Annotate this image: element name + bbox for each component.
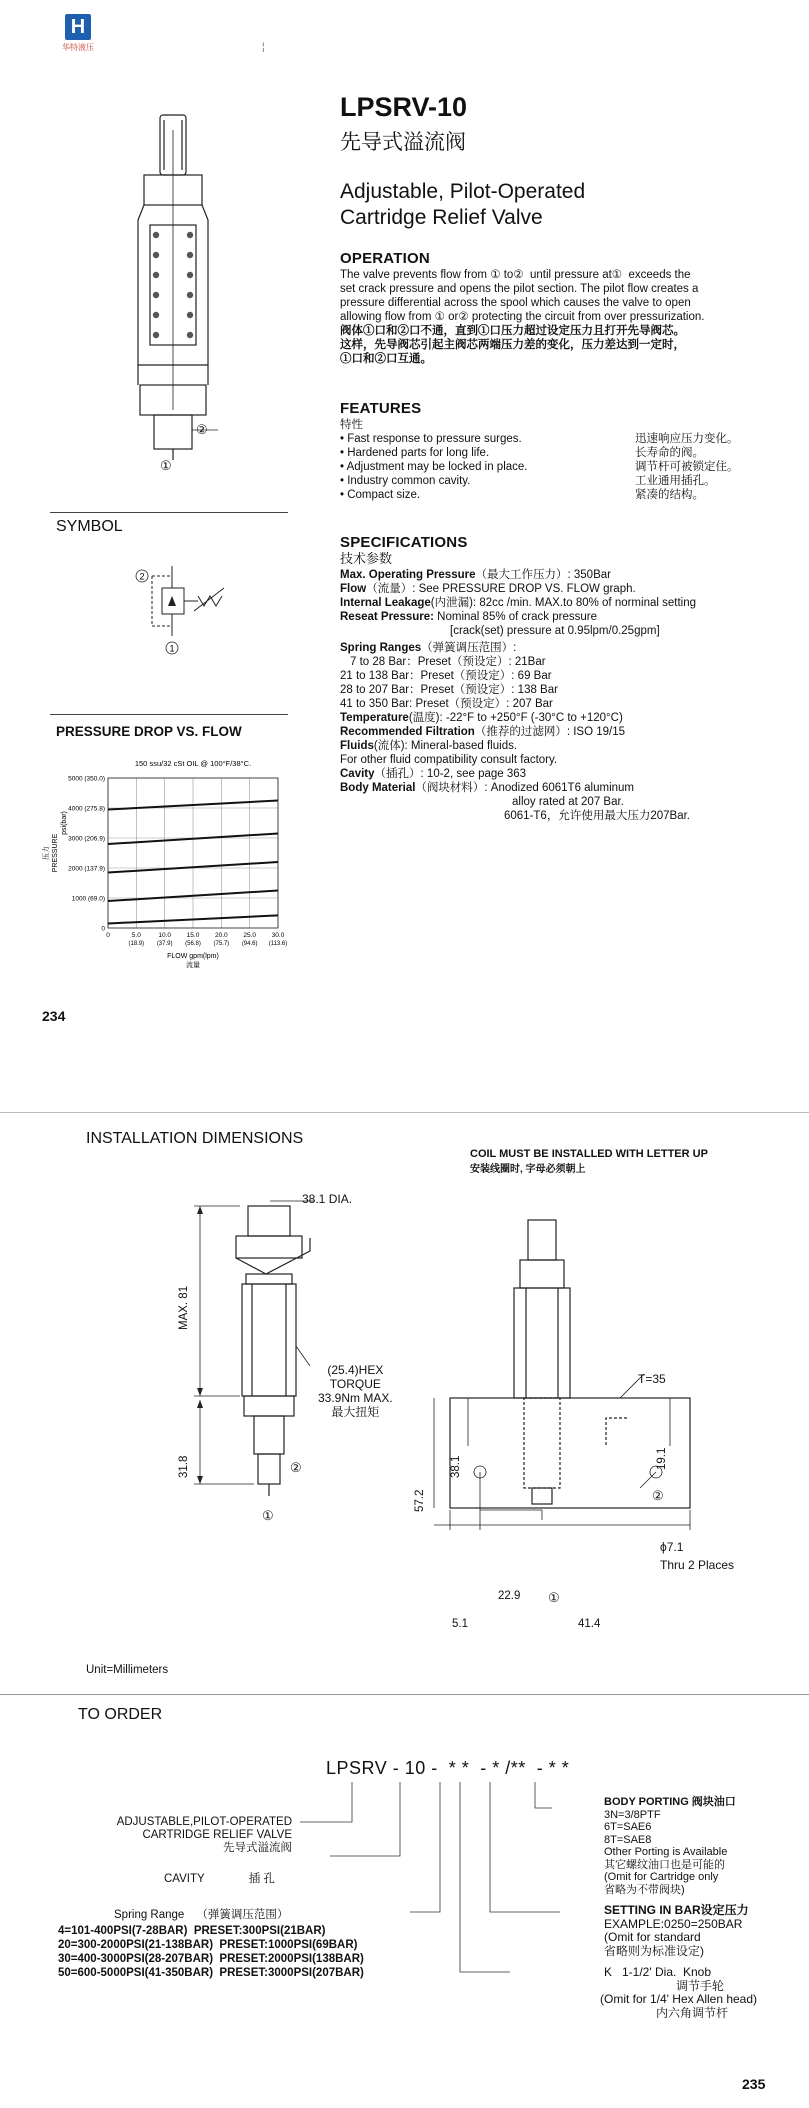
chart-ytick-label: 3000 (206.9) xyxy=(68,835,105,843)
feature-item: • Adjustment may be locked in place. 调节杆可被锁定住。 xyxy=(340,461,739,473)
chart-xtick-label: 5.0 xyxy=(131,932,141,939)
valve-port1-label: ① xyxy=(160,458,172,473)
specifications-heading: SPECIFICATIONS xyxy=(340,534,468,551)
chart-ylabel-units: psi(bar) xyxy=(61,811,68,835)
svg-text:1: 1 xyxy=(169,643,175,654)
feature-item: • Hardened parts for long life. 长寿命的阀。 xyxy=(340,447,704,459)
order-code: LPSRV - 10 - * * - * /** - * * xyxy=(326,1758,570,1778)
feature-item: • Fast response to pressure surges. 迅速响应压力变化。 xyxy=(340,433,739,445)
order-body-porting: BODY PORTING 阀块油口 3N=3/8PTF 6T=SAE6 8T=SAE8 Other Porting is Available 其它螺纹油口也是可能的 (Omit for Cartridge only 省略为不带阀块) xyxy=(604,1796,736,1896)
chart-xtick-label: 25.0 xyxy=(243,932,256,939)
order-setting: SETTING IN BAR设定压力 EXAMPLE:0250=250BAR (Omit for standard 省略则为标准设定) xyxy=(604,1903,749,1958)
dim-38-1: 38.1 xyxy=(450,1455,462,1478)
operation-text xyxy=(340,268,800,366)
chart-xtick-label-metric: (18.9) xyxy=(128,941,145,947)
units-note: Unit=Millimeters xyxy=(86,1664,169,1676)
chart-subtitle: 150 ssu/32 cSt OIL @ 100°F/38°C. xyxy=(134,759,252,768)
pressure-drop-chart xyxy=(38,750,298,990)
chart-xtick-label: 20.0 xyxy=(215,932,228,939)
header-mark: ¦ xyxy=(262,42,265,53)
hydraulic-symbol xyxy=(132,566,242,666)
dim-31-8: 31.8 xyxy=(178,1455,190,1478)
features-heading: FEATURES xyxy=(340,400,422,417)
features-list xyxy=(340,432,780,502)
operation-line: pressure differential across the spool which causes the valve to open xyxy=(340,297,691,309)
product-name-cn: 先导式溢流阀 xyxy=(340,131,466,154)
svg-text:2: 2 xyxy=(139,571,145,582)
chart-xtick-label: 10.0 xyxy=(158,932,171,939)
feature-item: • Industry common cavity. 工业通用插孔。 xyxy=(340,475,716,487)
installation-drawing-block xyxy=(430,1210,710,1530)
chart-ytick-label: 4000 (275.8) xyxy=(68,805,105,813)
page-number-right: 235 xyxy=(742,2076,766,2092)
operation-line-cn: ①口和②口互通。 xyxy=(340,353,432,365)
dim-hole: ϕ7.1 xyxy=(660,1540,684,1554)
order-heading: TO ORDER xyxy=(78,1706,163,1723)
chart-xtick-label: 0 xyxy=(106,932,110,939)
dim-22-9: 22.9 xyxy=(498,1590,521,1602)
operation-line-cn: 阀体①口和②口不通，直到①口压力超过设定压力且打开先导阀芯。 xyxy=(340,325,685,337)
features-heading-cn: 特性 xyxy=(340,419,363,431)
operation-line: allowing flow from ① or② protecting the circuit from over pressurization. xyxy=(340,311,705,323)
chart-xtick-label-metric: (94.6) xyxy=(241,941,258,947)
block-port2: ② xyxy=(652,1488,664,1503)
side-port1: ① xyxy=(262,1508,274,1523)
chart-xtick-label-metric: (56.8) xyxy=(185,941,201,947)
operation-line-cn: 这样，先导阀芯引起主阀芯两端压力差的变化，压力差达到一定时， xyxy=(340,339,685,351)
specifications-list: Max. Operating Pressure（最大工作压力）: 350Bar Flow（流量）: See PRESSURE DROP VS. FLOW graph. Internal Leakage(内泄漏): 82cc /min. MAX.to 80% of norminal setting Reseat Pressure: Nominal 85% of crack pressure [crack(set) pressure at 0.95lpm/0.25gpm] Spring Ranges（弹簧调压范围）: 7 to 28 Bar：Preset（预设定）: 21Bar 21 to 138 Bar：Preset（预设定）: 69 Bar 28 to 207 Bar：Preset（预设定）: 138 Bar 41 to 350 Bar: Preset（预设定）: 207 Bar Temperature(温度): -22°F to +250°F (-30°C to +120°C) Recommended Filtration（推荐的过滤网）: ISO 19/15 Fluids(流体): Mineral-based fluids. For other fluid compatibility consult factory. Cavity（插孔）: 10-2, see page 363 Body Material（阀块材料）: Anodized 6061T6 aluminum alloy rated at 207 Bar. 6061-T6，允许使用最大压力207Bar. xyxy=(340,569,696,822)
order-spring: Spring Range （弹簧调压范围） xyxy=(114,1909,289,1921)
product-title-en-1: Adjustable, Pilot-Operated xyxy=(340,180,586,203)
operation-heading: OPERATION xyxy=(340,250,430,267)
logo-mark: H xyxy=(65,14,91,40)
page-number-left: 234 xyxy=(42,1008,66,1024)
dim-41-4: 41.4 xyxy=(578,1618,601,1630)
valve-cutaway-drawing xyxy=(120,110,240,480)
chart-xtick-label: 15.0 xyxy=(186,932,200,939)
dim-57-2: 57.2 xyxy=(414,1489,426,1512)
dim-diameter: 38.1 DIA. xyxy=(302,1192,353,1206)
chart-ylabel: PRESSURE xyxy=(52,833,59,873)
logo-text: 华特液压 xyxy=(62,43,94,52)
order-spring-ranges: 4=101-400PSI(7-28BAR) PRESET:300PSI(21BAR) 20=300-2000PSI(21-138BAR) PRESET:1000PSI(69BAR) 30=400-3000PSI(28-207BAR) PRESET:2000PSI(138BAR) 50=600-5000PSI(41-350BAR) PRESET:3000PSI(207BAR) xyxy=(58,1925,364,1979)
chart-xlabel: FLOW gpm(lpm) xyxy=(167,953,219,960)
installation-heading: INSTALLATION DIMENSIONS xyxy=(86,1130,304,1147)
valve-port2-label: ② xyxy=(196,422,208,437)
chart-xtick-label-metric: (113.6) xyxy=(268,941,288,947)
chart-xtick-label: 30.0 xyxy=(271,932,285,939)
chart-ytick-label: 0 xyxy=(101,925,105,933)
symbol-heading: SYMBOL xyxy=(56,518,123,535)
company-logo xyxy=(56,14,100,58)
chart-ytick-label: 5000 (350.0) xyxy=(68,775,105,783)
dim-thru: Thru 2 Places xyxy=(660,1558,735,1572)
operation-line: The valve prevents flow from ① to② until pressure at① exceeds the xyxy=(340,269,691,281)
dim-max-length: MAX. 81 xyxy=(178,1285,190,1330)
feature-item: • Compact size. 紧凑的结构。 xyxy=(340,489,704,501)
dim-5-1: 5.1 xyxy=(452,1618,468,1630)
chart-ytick-label: 1000 (69.0) xyxy=(71,895,105,903)
chart-xlabel-cn: 流量 xyxy=(186,962,200,969)
block-port1: ① xyxy=(548,1590,560,1605)
chart-ytick-label: 2000 (137.9) xyxy=(68,865,105,873)
operation-line: set crack pressure and opens the pilot section. The pilot flow creates a xyxy=(340,283,699,295)
chart-xtick-label-metric: (37.9) xyxy=(156,941,173,947)
chart-ylabel-cn: 压力 xyxy=(43,846,50,860)
side-port2: ② xyxy=(290,1460,302,1475)
order-cavity: CAVITY 插 孔 xyxy=(164,1873,275,1885)
order-knob: K 1-1/2' Dia. Knob 调节手轮 (Omit for 1/4' Hex Allen head) 内六角调节杆 xyxy=(600,1965,758,2020)
product-title-en-2: Cartridge Relief Valve xyxy=(340,206,543,229)
specifications-heading-cn: 技术参数 xyxy=(340,551,393,566)
chart-heading: PRESSURE DROP VS. FLOW xyxy=(56,724,242,739)
coil-note: COIL MUST BE INSTALLED WITH LETTER UP 安装线圈时, 字母必须朝上 xyxy=(470,1148,708,1175)
product-code: LPSRV-10 xyxy=(340,92,468,122)
dim-t35: T=35 xyxy=(638,1372,666,1386)
dim-19-1: 19.1 xyxy=(656,1447,668,1470)
order-left-desc: ADJUSTABLE,PILOT-OPERATED CARTRIDGE RELIEF VALVE 先导式溢流阀 xyxy=(116,1816,292,1854)
chart-xtick-label-metric: (75.7) xyxy=(213,941,230,947)
dim-hex-note: (25.4)HEX TORQUE 33.9Nm MAX. 最大扭矩 xyxy=(318,1363,393,1419)
